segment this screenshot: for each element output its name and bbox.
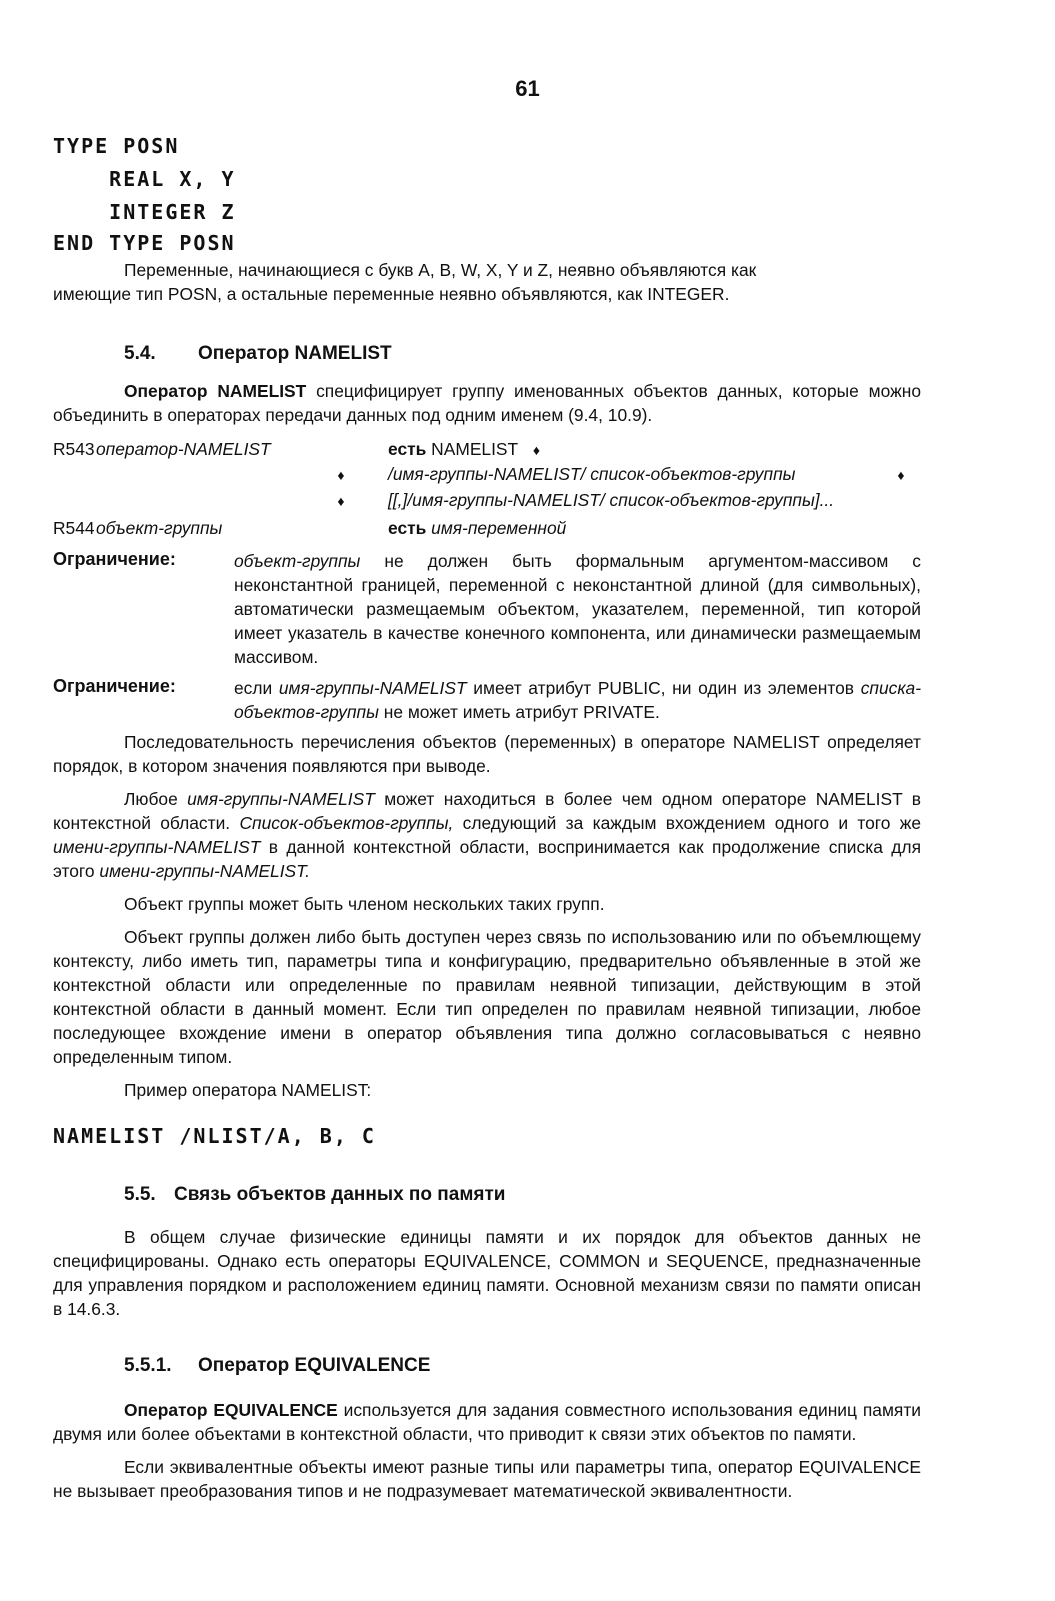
rule-keyword: есть (388, 439, 427, 459)
diamond-icon: ♦ (532, 442, 541, 458)
paragraph: Объект группы может быть членом нескольких таких групп. (124, 894, 605, 914)
section-body (53, 730, 921, 1111)
section-title: Оператор NAMELIST (198, 343, 392, 364)
rule-lhs: оператор-NAMELIST (96, 439, 271, 459)
paragraph: Объект группы должен либо быть доступен через связь по использованию или по объемлющему контексту, либо иметь тип, параметры типа и конфигурацию, предварительно объявленные в этой же контекстной области или определенные по правилам неявной типизации, действующим в этой контекстной области в данный момент. Если тип определен по правилам неявной типизации, любое последующее вхождение имени в оператор объявления типа должно согласовываться с неявно определенным типом. (53, 927, 921, 1067)
intro-line: имеющие тип POSN, а остальные переменные неявно объявляются, как INTEGER. (53, 284, 730, 304)
paragraph-text: в данной контекстной области, воспринимается как продолжение списка для этого (53, 837, 921, 881)
diamond-icon (332, 488, 350, 513)
constraint-body: имеет атрибут PUBLIC, ни один из элементов (466, 678, 861, 698)
rule-text: NAMELIST (431, 439, 518, 459)
rule-rhs (388, 437, 546, 462)
lead-term: Оператор EQUIVALENCE (124, 1400, 338, 1420)
term: имени-группы-NAMELIST (53, 837, 261, 857)
intro-paragraph (53, 258, 921, 306)
section-body (53, 1398, 921, 1512)
rule-text: имя-переменной (431, 518, 567, 538)
rule-lhs: объект-группы (96, 518, 223, 538)
section-body (53, 1225, 921, 1330)
paragraph: Последовательность перечисления объектов (переменных) в операторе NAMELIST определяет порядок, в котором значения появляются при выводе. (53, 732, 921, 776)
constraint-label: Ограничение: (53, 676, 176, 696)
code-example: NAMELIST /NLIST/A, B, C (53, 1124, 376, 1148)
diamond-icon (332, 462, 350, 487)
constraint-body: не должен быть формальным аргументом-массивом с неконстантной границей, переменной с неконстантной длиной (для символьных), автоматически размещаемым объектом, указателем, переменной, тип которой имеет указатель в качестве конечного компонента, или динамически размещаемым массивом. (234, 551, 921, 667)
section-number: 5.5. (124, 1184, 156, 1205)
section-heading (124, 343, 392, 365)
code-line: TYPE POSN (53, 134, 180, 158)
rule-id: R544 (53, 518, 95, 538)
section-number: 5.5.1. (124, 1355, 172, 1376)
paragraph-text: может находиться в более чем одном операторе NAMELIST в контекстной области. (53, 789, 921, 833)
code-line: REAL X, Y (53, 167, 236, 191)
constraint-text (234, 549, 921, 669)
rule-id: R543 (53, 439, 95, 459)
rule-rhs: [[,]/имя-группы-NAMELIST/ список-объектов-группы]... (388, 490, 835, 510)
paragraph: Пример оператора NAMELIST: (124, 1080, 372, 1100)
term: имени-группы-NAMELIST. (99, 861, 311, 881)
paragraph: В общем случае физические единицы памяти и их порядок для объектов данных не специфицированы. Однако есть операторы EQUIVALENCE, COMMON и SEQUENCE, предназначенные для управления порядком и расположением единиц памяти. Основной механизм связи по памяти описан в 14.6.3. (53, 1227, 921, 1319)
rule-keyword: есть (388, 518, 427, 538)
paragraph (53, 1398, 921, 1446)
section-number: 5.4. (124, 343, 156, 364)
term: имя-группы-NAMELIST (187, 789, 375, 809)
rule-rhs (388, 516, 566, 540)
paragraph (53, 379, 921, 436)
constraint-term: имя-группы-NAMELIST (278, 678, 467, 698)
rule-rhs: /имя-группы-NAMELIST/ список-объектов-группы (388, 464, 796, 484)
diamond-icon (892, 462, 910, 487)
term: Список-объектов-группы, (239, 813, 454, 833)
paragraph-text: следующий за каждым вхождением одного и того же (453, 813, 921, 833)
diamond-icon: ♦ (337, 467, 345, 483)
constraint-body: не может иметь атрибут PRIVATE. (378, 702, 660, 722)
section-heading (124, 1355, 430, 1377)
page-number: 61 (515, 76, 540, 101)
constraint-label: Ограничение: (53, 549, 176, 569)
section-title: Связь объектов данных по памяти (174, 1184, 506, 1205)
constraint-body: если (234, 678, 279, 698)
lead-term: Оператор NAMELIST (124, 381, 307, 401)
paragraph (53, 787, 921, 883)
code-line: INTEGER Z (53, 200, 236, 224)
constraint-term: списка-объектов-группы (234, 678, 921, 722)
paragraph: Если эквивалентные объекты имеют разные типы или параметры типа, оператор EQUIVALENCE не вызывает преобразования типов и не подразумевает математической эквивалентности. (53, 1457, 921, 1501)
diamond-icon: ♦ (897, 467, 905, 483)
section-title: Оператор EQUIVALENCE (198, 1355, 431, 1376)
diamond-icon: ♦ (337, 493, 345, 509)
intro-line: Переменные, начинающиеся с букв A, B, W, X, Y и Z, неявно объявляются как (124, 260, 757, 280)
section-heading (124, 1184, 505, 1206)
code-line: END TYPE POSN (53, 231, 236, 255)
paragraph-text: используется для задания совместного использования единиц памяти двумя или более объектами в контекстной области, что приводит к связи этих объектов по памяти. (53, 1400, 922, 1444)
constraint-text (234, 676, 921, 724)
paragraph-text: специфицирует группу именованных объектов данных, которые можно объединить в операторах передачи данных под одним именем (9.4, 10.9). (53, 381, 921, 425)
constraint-term: объект-группы (234, 551, 361, 571)
paragraph-text: Любое (124, 789, 188, 809)
